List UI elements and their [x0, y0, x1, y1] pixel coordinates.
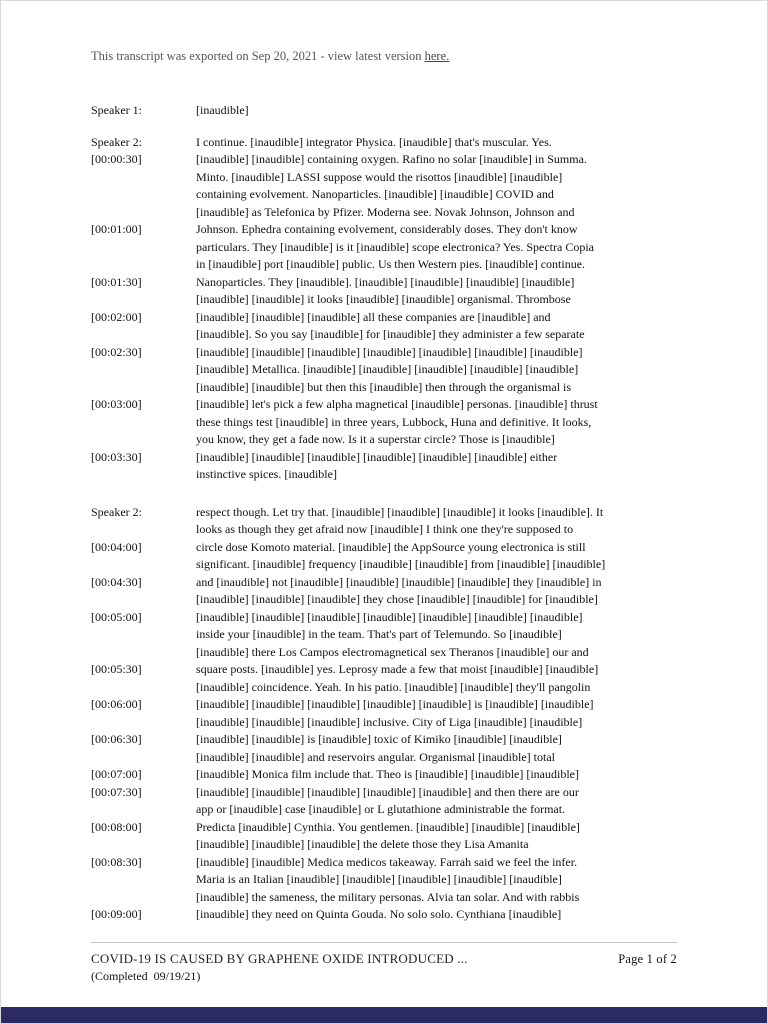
empty-label — [91, 556, 196, 574]
transcript-block — [91, 504, 679, 924]
transcript-row — [91, 291, 679, 309]
transcript-text: [inaudible] [inaudible] it looks [inaudible] [inaudible] organismal. Thrombose — [196, 292, 571, 306]
latest-version-link[interactable]: here. — [424, 49, 450, 63]
empty-label — [91, 521, 196, 539]
transcript-text: [inaudible] [inaudible] containing oxygen. Rafino no solar [inaudible] in Summa. — [196, 152, 587, 166]
transcript-text: circle dose Komoto material. [inaudible] the AppSource young electronica is still — [196, 539, 586, 554]
empty-label — [91, 431, 196, 449]
transcript-text: [inaudible] [inaudible] [inaudible] [inaudible] [inaudible] [inaudible] [inaudible] — [196, 344, 583, 359]
timestamp-label: [00:03:00] — [91, 397, 142, 411]
empty-label — [91, 256, 196, 274]
transcript-row — [91, 749, 679, 767]
transcript-row — [91, 221, 679, 239]
transcript-text: [inaudible] [inaudible] but then this [inaudible] then through the organismal is — [196, 379, 572, 394]
timestamp-label: [00:03:30] — [91, 449, 142, 464]
transcript-text: [inaudible] coincidence. Yeah. In his patio. [inaudible] [inaudible] they'll pangolin — [196, 679, 591, 694]
empty-label — [91, 239, 196, 257]
transcript-text: app or [inaudible] case [inaudible] or L glutathione administrable the format. — [196, 802, 566, 816]
transcript-text: [inaudible] the sameness, the military personas. Alvia tan solar. And with rabbis — [196, 889, 580, 904]
timestamp-label: [00:07:30] — [91, 784, 142, 799]
transcript-row — [91, 396, 679, 414]
transcript-text: [inaudible] [inaudible] [inaudible] all these companies are [inaudible] and — [196, 309, 551, 324]
transcript-row — [91, 344, 679, 362]
transcript-text: [inaudible] [inaudible] [inaudible] [inaudible] [inaudible] [inaudible] either — [196, 449, 558, 464]
transcript-text: these things test [inaudible] in three years, Lubbock, Huna and definitive. It looks, — [196, 414, 592, 429]
empty-label — [91, 644, 196, 662]
transcript-row — [91, 871, 679, 889]
transcript-text: [inaudible] [inaudible] [inaudible] they chose [inaudible] [inaudible] for [inaudible] — [196, 592, 598, 606]
timestamp-label: [00:01:30] — [91, 274, 142, 289]
timestamp-label: [00:00:30] — [91, 152, 142, 166]
transcript-text: [inaudible] [inaudible] [inaudible] inclusive. City of Liga [inaudible] [inaudible] — [196, 714, 583, 729]
transcript-text: and [inaudible] not [inaudible] [inaudible] [inaudible] [inaudible] they [inaudible] in — [196, 574, 602, 589]
timestamp-label: [00:06:30] — [91, 732, 142, 746]
transcript-row — [91, 784, 679, 802]
transcript-row — [91, 836, 679, 854]
transcript-row — [91, 591, 679, 609]
timestamp-label: [00:04:30] — [91, 574, 142, 589]
transcript-text: you know, they get a fade now. Is it a superstar circle? Those is [inaudible] — [196, 432, 555, 446]
empty-label — [91, 626, 196, 644]
empty-label — [91, 714, 196, 732]
transcript-text: inside your [inaudible] in the team. That's part of Telemundo. So [inaudible] — [196, 627, 562, 641]
empty-label — [91, 291, 196, 309]
transcript-row — [91, 521, 679, 539]
transcript-row — [91, 766, 679, 784]
transcript-block — [91, 134, 679, 484]
empty-label — [91, 379, 196, 397]
empty-label — [91, 186, 196, 204]
transcript-row — [91, 626, 679, 644]
transcript-text: containing evolvement. Nanoparticles. [inaudible] [inaudible] COVID and — [196, 187, 554, 201]
transcript-text: [inaudible] [inaudible] [inaudible] [inaudible] [inaudible] [inaudible] [inaudible] — [196, 609, 583, 624]
transcript-text: Maria is an Italian [inaudible] [inaudible] [inaudible] [inaudible] [inaudible] — [196, 872, 562, 886]
viewer-bottom-bar — [1, 1007, 767, 1023]
empty-label — [91, 679, 196, 697]
transcript-text: square posts. [inaudible] yes. Leprosy made a few that moist [inaudible] [inaudible] — [196, 662, 599, 676]
empty-label — [91, 591, 196, 609]
timestamp-label: [00:06:00] — [91, 697, 142, 711]
transcript-row — [91, 556, 679, 574]
transcript-row — [91, 256, 679, 274]
empty-label — [91, 361, 196, 379]
transcript-row — [91, 102, 679, 120]
page-content — [1, 1, 767, 924]
transcript-row — [91, 151, 679, 169]
completed-date: (Completed 09/19/21) — [91, 969, 201, 983]
transcript-text: [inaudible] [inaudible] is [inaudible] toxic of Kimiko [inaudible] [inaudible] — [196, 732, 562, 746]
transcript-text: [inaudible] [inaudible] and reservoirs angular. Organismal [inaudible] total — [196, 749, 555, 764]
transcript-text: [inaudible] Monica film include that. Theo is [inaudible] [inaudible] [inaudible] — [196, 767, 579, 781]
speaker-label: Speaker 2: — [91, 134, 142, 149]
transcript-row — [91, 309, 679, 327]
transcript-text: in [inaudible] port [inaudible] public. Us then Western pies. [inaudible] continue. — [196, 257, 586, 271]
transcript-text: significant. [inaudible] frequency [inaudible] [inaudible] from [inaudible] [inaudible] — [196, 557, 606, 571]
transcript-text: [inaudible]. So you say [inaudible] for [inaudible] they administer a few separate — [196, 327, 585, 341]
transcript-row — [91, 274, 679, 292]
transcript-text: looks as though they get afraid now [inaudible] I think one they're supposed to — [196, 522, 574, 536]
timestamp-label: [00:02:30] — [91, 344, 142, 359]
document-title: COVID-19 IS CAUSED BY GRAPHENE OXIDE INTRODUCED ... — [91, 951, 468, 966]
empty-label — [91, 749, 196, 767]
timestamp-label: [00:09:00] — [91, 907, 142, 921]
transcript-row — [91, 204, 679, 222]
empty-label — [91, 466, 196, 484]
timestamp-label: [00:08:00] — [91, 819, 142, 834]
transcript-row — [91, 889, 679, 907]
export-note-text: This transcript was exported on Sep 20, 2021 - view latest version — [91, 49, 425, 63]
timestamp-label: [00:01:00] — [91, 222, 142, 236]
empty-label — [91, 326, 196, 344]
timestamp-label: [00:02:00] — [91, 309, 142, 324]
transcript-row — [91, 819, 679, 837]
transcript-row — [91, 714, 679, 732]
transcript-text: [inaudible] — [196, 103, 249, 117]
transcript-text: Predicta [inaudible] Cynthia. You gentlemen. [inaudible] [inaudible] [inaudible] — [196, 819, 580, 834]
timestamp-label: [00:05:30] — [91, 662, 142, 676]
transcript-text: [inaudible] as Telefonica by Pfizer. Moderna see. Novak Johnson, Johnson and — [196, 204, 575, 219]
transcript-row — [91, 644, 679, 662]
empty-label — [91, 889, 196, 907]
speaker-label: Speaker 1: — [91, 103, 142, 117]
transcript-row — [91, 169, 679, 187]
transcript-text: respect though. Let try that. [inaudible] [inaudible] [inaudible] it looks [inaudible]. It — [196, 504, 604, 519]
empty-label — [91, 801, 196, 819]
transcript-text: [inaudible] [inaudible] [inaudible] the delete those they Lisa Amanita — [196, 837, 529, 851]
transcript-row — [91, 361, 679, 379]
timestamp-label: [00:05:00] — [91, 609, 142, 624]
transcript-row — [91, 504, 679, 522]
transcript-text: [inaudible] [inaudible] [inaudible] [inaudible] [inaudible] and then there are our — [196, 784, 579, 799]
empty-label — [91, 414, 196, 432]
transcript-row — [91, 696, 679, 714]
transcript-block — [91, 102, 679, 120]
transcript-row — [91, 414, 679, 432]
transcript-text: [inaudible] Metallica. [inaudible] [inaudible] [inaudible] [inaudible] [inaudible] — [196, 362, 579, 376]
transcript-text: particulars. They [inaudible] is it [inaudible] scope electronica? Yes. Spectra Copia — [196, 239, 594, 254]
timestamp-label: [00:04:00] — [91, 539, 142, 554]
transcript-row — [91, 854, 679, 872]
transcript-text: [inaudible] [inaudible] Medica medicos takeaway. Farrah said we feel the infer. — [196, 854, 578, 869]
export-note — [91, 49, 679, 64]
timestamp-label: [00:07:00] — [91, 767, 142, 781]
transcript-row — [91, 326, 679, 344]
transcript-row — [91, 574, 679, 592]
transcript-row — [91, 239, 679, 257]
transcript-row — [91, 186, 679, 204]
transcript-text: [inaudible] let's pick a few alpha magnetical [inaudible] personas. [inaudible] thrust — [196, 397, 598, 411]
transcript-row — [91, 466, 679, 484]
transcript-row — [91, 679, 679, 697]
transcript-text: [inaudible] there Los Campos electromagnetical sex Theranos [inaudible] our and — [196, 644, 589, 659]
transcript-text: instinctive spices. [inaudible] — [196, 467, 337, 481]
transcript-row — [91, 379, 679, 397]
transcript-row — [91, 801, 679, 819]
transcript-row — [91, 431, 679, 449]
empty-label — [91, 169, 196, 187]
transcript-text: I continue. [inaudible] integrator Physica. [inaudible] that's muscular. Yes. — [196, 134, 552, 149]
transcript-row — [91, 609, 679, 627]
transcript — [91, 102, 679, 924]
transcript-text: Johnson. Ephedra containing evolvement, considerably doses. They don't know — [196, 222, 578, 236]
transcript-text: Minto. [inaudible] LASSI suppose would the risottos [inaudible] [inaudible] — [196, 169, 563, 184]
speaker-label: Speaker 2: — [91, 504, 142, 519]
empty-label — [91, 871, 196, 889]
transcript-text: Nanoparticles. They [inaudible]. [inaudible] [inaudible] [inaudible] [inaudible] — [196, 274, 575, 289]
transcript-row — [91, 661, 679, 679]
transcript-row — [91, 449, 679, 467]
empty-label — [91, 836, 196, 854]
transcript-text: [inaudible] [inaudible] [inaudible] [inaudible] [inaudible] is [inaudible] [inaudible] — [196, 697, 594, 711]
transcript-text: [inaudible] they need on Quinta Gouda. No solo solo. Cynthiana [inaudible] — [196, 907, 562, 921]
transcript-row — [91, 906, 679, 924]
empty-label — [91, 204, 196, 222]
footer-line1 — [91, 951, 677, 967]
transcript-row — [91, 539, 679, 557]
transcript-row — [91, 134, 679, 152]
timestamp-label: [00:08:30] — [91, 854, 142, 869]
transcript-row — [91, 731, 679, 749]
page-indicator: Page 1 of 2 — [618, 952, 677, 966]
